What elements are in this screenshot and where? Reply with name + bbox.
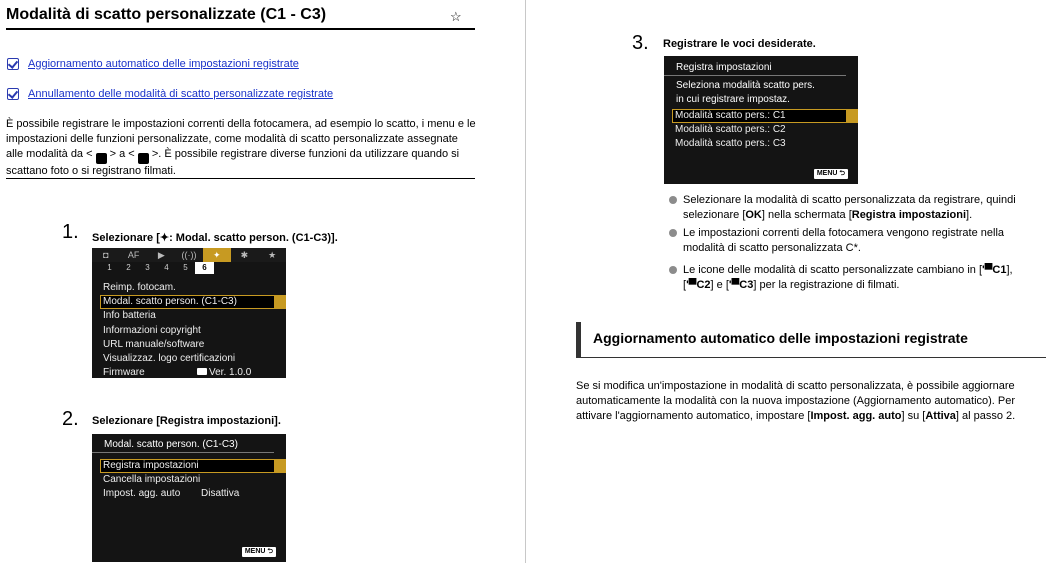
section-text: ] al passo 2.	[955, 410, 1016, 422]
camera-screen-register	[664, 56, 858, 184]
bullet-select-mode	[669, 193, 1024, 223]
tab-setup-icon[interactable]: ✦	[203, 248, 231, 262]
camera-icon	[197, 368, 207, 375]
intro-text: >. È possibile registrare diverse funzioni da utilizzare quando si scattano foto o si registrano filmati.	[6, 148, 460, 177]
step-2-label: Selezionare [Registra impostazioni].	[92, 415, 281, 427]
link-row-auto-update[interactable]	[7, 58, 299, 70]
page-title: Modalità di scatto personalizzate (C1 - C3)	[6, 6, 327, 23]
section-title: Aggiornamento automatico delle impostazioni registrate	[593, 330, 968, 346]
setup-menu-list	[92, 274, 286, 380]
menu-item-mode-c3[interactable]: Modalità scatto pers.: C3	[675, 138, 786, 150]
bullet-settings-registered: Le impostazioni correnti della fotocamera vengono registrate nella modalità di scatto personalizzata C*.	[669, 226, 1024, 256]
step-3-label: Registrare le voci desiderate.	[663, 38, 816, 50]
screen-header: Registra impostazioni	[664, 59, 846, 76]
section-text: Se si modifica un'impostazione in modalità di scatto personalizzata, è possibile aggiornare automaticamente la modalità con la nuova impostazione (Aggiornamento automatico). Per attivare l'aggiornamento automatico, impostare [	[576, 380, 1016, 422]
menu-tabs	[92, 248, 286, 262]
tab-mymenu-icon[interactable]: ★	[268, 250, 277, 260]
checkbox-link-icon	[7, 58, 19, 70]
link-cancel-modes[interactable]: Annullamento delle modalità di scatto personalizzate registrate	[28, 88, 334, 100]
step-1-label-text: : Modal. scatto person. (C1-C3)].	[169, 232, 338, 244]
movie-c1-icon: '▀C1	[982, 264, 1007, 276]
checkbox-link-icon	[7, 88, 19, 100]
menu-back-button[interactable]: MENU ⮌	[814, 169, 848, 179]
menu-item-auto-update[interactable]	[92, 487, 286, 501]
intro-paragraph	[6, 117, 476, 179]
c3-mode-icon	[138, 153, 149, 164]
firmware-value	[197, 366, 251, 380]
tab-af[interactable]: AF	[127, 250, 140, 260]
bullet-text: Selezionare la modalità di scatto personalizzata da registrare, quindi selezionare [	[683, 194, 1016, 221]
section-bold: Attiva	[925, 410, 956, 422]
intro-text: > a <	[106, 148, 138, 160]
intro-text: È possibile registrare le impostazioni correnti della fotocamera, ad esempio lo scatto, i menu e le impostazioni delle funzioni personalizzate, come modalità di scatto personalizzate assegnate alle modalità da <	[6, 118, 476, 160]
register-mode-list	[664, 107, 858, 152]
menu-item-reset-camera[interactable]: Reimp. fotocam.	[103, 282, 176, 293]
step-1-label	[92, 231, 338, 244]
menu-item-firmware[interactable]	[92, 366, 286, 380]
subtab-1[interactable]: 1	[107, 263, 112, 272]
menu-item-register-settings[interactable]: Registra impostazioni	[100, 459, 275, 473]
bullet-text: ], [	[683, 264, 1013, 291]
page-divider	[525, 0, 526, 563]
menu-item-manual-url[interactable]: URL manuale/software	[103, 338, 205, 350]
link-auto-update[interactable]: Aggiornamento automatico delle impostazioni registrate	[28, 58, 299, 70]
c1-mode-icon	[96, 153, 107, 164]
bullet-bold: Registra impostazioni	[851, 209, 967, 221]
title-rule	[6, 28, 475, 30]
menu-back-button[interactable]: MENU ⮌	[242, 547, 276, 557]
bullet-text: ] e [	[710, 279, 729, 291]
custom-modes-list	[92, 453, 286, 502]
subtab-3[interactable]: 3	[145, 263, 150, 272]
wrench-tab-icon: ✦	[159, 232, 170, 244]
step-1-number: 1.	[62, 221, 79, 243]
bookmark-star-icon[interactable]: ☆	[450, 9, 462, 24]
firmware-version: Ver. 1.0.0	[209, 367, 252, 379]
register-desc-line: in cui registrare impostaz.	[676, 94, 790, 105]
tab-shooting-icon[interactable]: ◘	[103, 250, 109, 260]
menu-item-custom-modes[interactable]: Modal. scatto person. (C1-C3)	[100, 295, 275, 309]
menu-item-clear-settings[interactable]: Cancella impostazioni	[103, 474, 201, 486]
menu-item-mode-c1[interactable]: Modalità scatto pers.: C1	[672, 109, 847, 123]
screen-header: Modal. scatto person. (C1-C3)	[92, 436, 274, 453]
subtab-5[interactable]: 5	[183, 263, 188, 272]
register-description	[664, 76, 858, 107]
subtab-4[interactable]: 4	[164, 263, 169, 272]
movie-c2-icon: '▀C2	[686, 279, 711, 291]
menu-item-battery-info[interactable]: Info batteria	[103, 310, 156, 322]
menu-item-cert-logo[interactable]: Visualizzaz. logo certificazioni	[103, 352, 236, 364]
register-desc-line: Seleziona modalità scatto pers.	[676, 80, 815, 91]
link-row-cancel[interactable]	[7, 88, 333, 100]
section-accent-bar	[576, 322, 581, 357]
tab-custom-icon[interactable]: ✱	[240, 250, 249, 260]
auto-update-label: Impost. agg. auto	[103, 488, 181, 500]
bullet-text: Le icone delle modalità di scatto personalizzate cambiano in [	[683, 264, 983, 276]
camera-screen-custom-modes	[92, 434, 286, 562]
section-rule	[576, 357, 1046, 358]
tab-playback-icon[interactable]: ▶	[157, 250, 165, 260]
step-2-number: 2.	[62, 408, 79, 430]
bullet-icons-change	[669, 263, 1024, 293]
intro-rule	[6, 178, 475, 179]
menu-subtabs	[92, 262, 286, 274]
firmware-label: Firmware	[103, 367, 145, 379]
step-1-label-text: Selezionare [	[92, 232, 160, 244]
subtab-2[interactable]: 2	[126, 263, 131, 272]
bullet-bold: OK	[745, 209, 762, 221]
section-bold: Impost. agg. auto	[810, 410, 902, 422]
movie-c3-icon: '▀C3	[728, 279, 754, 291]
menu-item-copyright[interactable]: Informazioni copyright	[103, 324, 201, 336]
auto-update-value: Disattiva	[201, 488, 240, 500]
section-text: ] su [	[901, 410, 926, 422]
step-3-number: 3.	[632, 32, 649, 54]
bullet-text: ] nella schermata [	[761, 209, 852, 221]
bullet-text: ] per la registrazione di filmati.	[753, 279, 900, 291]
camera-screen-setup-menu	[92, 248, 286, 378]
bullet-text: ].	[966, 209, 973, 221]
tab-wireless-icon[interactable]: ((·))	[181, 250, 197, 260]
menu-item-mode-c2[interactable]: Modalità scatto pers.: C2	[675, 124, 786, 136]
section-paragraph	[576, 379, 1041, 424]
subtab-6[interactable]: 6	[195, 262, 214, 274]
